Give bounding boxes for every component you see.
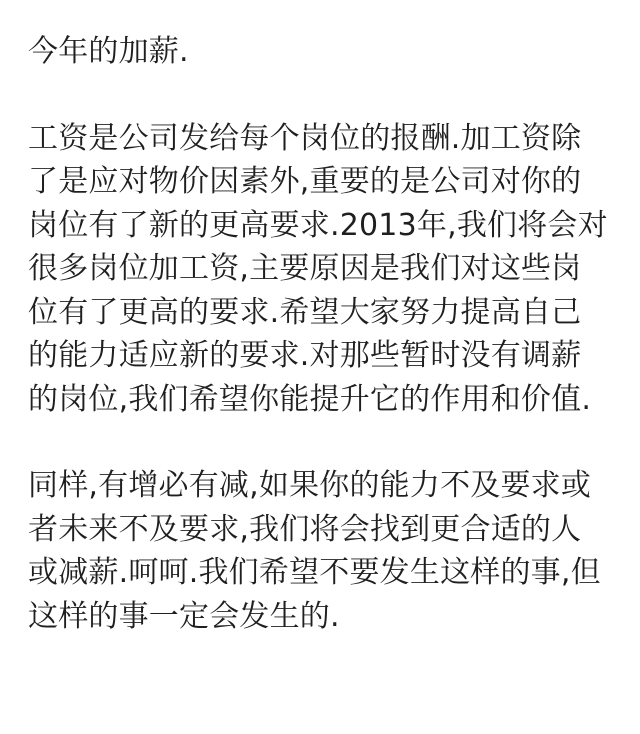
paragraph-line: 的岗位,我们希望你能提升它的作用和价值. [28, 381, 592, 417]
heading-line: 今年的加薪. [28, 34, 189, 69]
paragraph-line: 者未来不及要求,我们将会找到更合适的人 [28, 511, 582, 547]
paragraph-line: 了是应对物价因素外,重要的是公司对你的 [28, 164, 582, 199]
document-body [28, 30, 612, 638]
paragraph-line: 的能力适应新的要求.对那些暂时没有调薪 [28, 338, 582, 373]
paragraph-line: 同样,有增必有减,如果你的能力不及要求或 [28, 468, 592, 503]
paragraph-line: 岗位有了新的更高要求.2013年,我们将会对 [28, 207, 608, 243]
paragraph-line: 这样的事一定会发生的. [28, 598, 340, 634]
paragraph-line: 工资是公司发给每个岗位的报酬.加工资除 [28, 120, 582, 156]
paragraph-salary-increase [28, 117, 612, 422]
paragraph-line: 或减薪.呵呵.我们希望不要发生这样的事,但 [28, 555, 601, 590]
paragraph-line: 位有了更高的要求.希望大家努力提高自己 [28, 294, 582, 330]
paragraph-line: 很多岗位加工资,主要原因是我们对这些岗 [28, 251, 582, 286]
paragraph-salary-decrease [28, 464, 612, 638]
document-heading [28, 30, 612, 74]
